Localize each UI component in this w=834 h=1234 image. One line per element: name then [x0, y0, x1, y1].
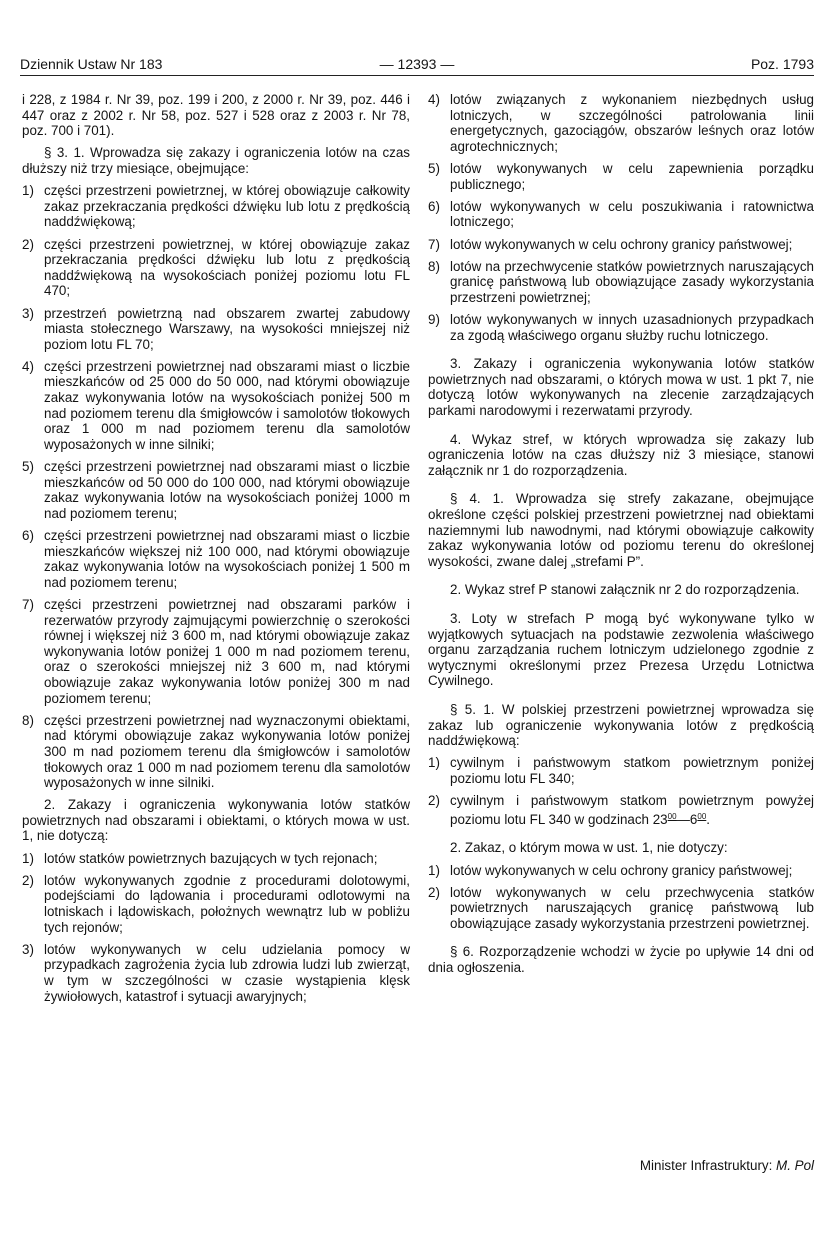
list-item: 2) cywilnym i państwowym statkom powietrznym powyżej poziomu lotu FL 340 w godzinach $23^{00}—6^{00}$.: [428, 793, 814, 827]
list-item: 7) części przestrzeni powietrznej nad obszarami parków i rezerwatów przyrody zajmującymi powierzchnię o szerokości równej i większej niż 3 600 m, nad którymi obowiązuje zakaz wykonywania lotów poniżej 1 000 m nad poziomem terenu, oraz o szerokości mniejszej niż 3 600 m, nad którymi obowiązuje zakaz wykonywania lotów poniżej 300 m nad poziomem terenu;: [22, 596, 410, 706]
list-item: 2) lotów wykonywanych zgodnie z procedurami dolotowymi, podejściami do lądowania i procedurami odlotowymi na lotniskach i lądowiskach, położnych wewnątrz lub w pobliżu tych rejonów;: [22, 872, 410, 935]
section-6: § 6. Rozporządzenie wchodzi w życie po upływie 14 dni od dnia ogłoszenia.: [428, 944, 814, 976]
signature-role: Minister Infrastruktury:: [639, 1158, 777, 1173]
list-item: 1) cywilnym i państwowym statkom powietrznym poniżej poziomu lotu FL 340;: [428, 755, 814, 786]
list-item: 4) części przestrzeni powietrznej nad obszarami miast o liczbie mieszkańców od 25 000 do 50 000, nad którymi obowiązuje zakaz wykonywania lotów na wysokościach poniżej 500 m nad poziomem terenu dla śmigłowców i samolotów tłokowych oraz 1 000 m nad poziomem terenu dla samolotów wyposażonych w inne silniki;: [22, 358, 410, 452]
list-item: 8) lotów na przechwycenie statków powietrznych naruszających granicę państwową lub obowiązujące zasady wykorzystania przestrzeni powietrznej;: [428, 258, 814, 305]
list-item: 5) lotów wykonywanych w celu zapewnienia porządku publicznego;: [428, 160, 814, 192]
header-rule: [20, 75, 814, 76]
section-5-2: 2. Zakaz, o którym mowa w ust. 1, nie dotyczy:: [450, 840, 728, 856]
list-item: 6) części przestrzeni powietrznej nad obszarami miast o liczbie mieszkańców większej niż 100 000, nad którymi obowiązuje zakaz wykonywania lotów na wysokościach poniżej 1 500 m nad poziomem terenu;: [22, 528, 410, 590]
list-item: 8) części przestrzeni powietrznej nad wyznaczonymi obiektami, nad którymi obowiązuje zakaz wykonywania lotów poniżej 300 m nad poziomem terenu dla śmigłowców i samolotów tłokowych oraz 1 000 m nad poziomem terenu dla samolotów wyposażonych w inne silniki.: [22, 712, 410, 791]
signature-name: M. Pol: [776, 1158, 814, 1173]
section-4-2: 2. Wykaz stref P stanowi załącznik nr 2 do rozporządzenia.: [450, 582, 800, 598]
section-3-4: 4. Wykaz stref, w których wprowadza się zakazy lub ograniczenia lotów na czas dłuższy niż 3 miesiące, stanowi załącznik nr 1 do rozporządzenia.: [428, 431, 814, 478]
list-item: 3) przestrzeń powietrzną nad obszarem zwartej zabudowy miasta stołecznego Warszawy, na wysokości mniejszej niż poziom lotu FL 70;: [22, 305, 410, 352]
list-item: 6) lotów wykonywanych w celu poszukiwania i ratownictwa lotniczego;: [428, 198, 814, 230]
journal-title: Dziennik Ustaw Nr 183: [20, 56, 163, 72]
list-item: 4) lotów związanych z wykonaniem niezbędnych usług lotniczych, w szczególności patrolowania linii energetycznych, gazociągów, obszarów leśnych oraz lotów agrotechnicznych;: [428, 92, 814, 154]
paragraph-continuation: i 228, z 1984 r. Nr 39, poz. 199 i 200, z 2000 r. Nr 39, poz. 446 i 447 oraz z 2002 r. Nr 58, poz. 527 i 528 oraz z 2003 r. Nr 78, poz. 700 i 701).: [22, 92, 410, 139]
list-item: 1) lotów wykonywanych w celu ochrony granicy państwowej;: [428, 862, 793, 878]
running-header: [20, 50, 814, 72]
list-item: 5) części przestrzeni powietrznej nad obszarami miast o liczbie mieszkańców od 50 000 do 100 000, nad którymi obowiązuje zakaz wykonywania lotów na wysokościach poniżej 1000 m nad poziomem terenu;: [22, 459, 410, 521]
list-item: 3) lotów wykonywanych w celu udzielania pomocy w przypadkach zagrożenia życia lub zdrowia ludzi lub zwierząt, w tym w szczególności w czasie wystąpienia klęsk żywiołowych, katastrof i sytuacji awaryjnych;: [22, 941, 410, 1004]
right-column: [428, 92, 814, 982]
section-4-1: § 4. 1. Wprowadza się strefy zakazane, obejmujące określone części polskiej przestrzeni powietrznej nad obiektami naziemnymi lub nawodnymi, nad którymi obowiązuje całkowity zakaz wykonywania lotów od poziomu terenu do określonej wysokości, zwane dalej „strefami P”.: [428, 491, 814, 569]
section-3-1: § 3. 1. Wprowadza się zakazy i ograniczenia lotów na czas dłuższy niż trzy miesiące, obejmujące:: [22, 145, 410, 176]
list-item: 1) części przestrzeni powietrznej, w której obowiązuje całkowity zakaz przekraczania prędkości dźwięku lub lotu z prędkością naddźwiękową;: [22, 183, 410, 230]
list-item: 9) lotów wykonywanych w innych uzasadnionych przypadkach za zgodą właściwego organu służby ruchu lotniczego.: [428, 312, 814, 343]
list-item: 2) lotów wykonywanych w celu przechwycenia statków powietrznych naruszających granicę państwową lub obowiązujące zasady wykorzystania przestrzeni powietrznej.: [428, 884, 814, 931]
list-item: 2) części przestrzeni powietrznej, w której obowiązuje zakaz przekraczania prędkości dźwięku lub lotu z prędkością naddźwiękową na wysokościach poniżej poziomu lotu FL 470;: [22, 236, 410, 299]
section-3-2: 2. Zakazy i ograniczenia wykonywania lotów statków powietrznych nad obszarami i obiektami, o których mowa w ust. 1, nie dotyczą:: [22, 797, 410, 844]
list-item: 1) lotów statków powietrznych bazujących w tych rejonach;: [22, 850, 378, 866]
page-number: — 12393 —: [379, 56, 455, 72]
section-5-1: § 5. 1. W polskiej przestrzeni powietrznej wprowadza się zakaz lub ograniczenie wykonywania lotów z prędkością naddźwiękową:: [428, 701, 814, 749]
position-number: Poz. 1793: [750, 56, 814, 72]
signature: [640, 1158, 814, 1173]
section-4-3: 3. Loty w strefach P mogą być wykonywane tylko w wyjątkowych sytuacjach na podstawie zezwolenia właściwego organu zarządzania ruchem lotniczym udzielonego zgodnie z wytycznymi określonymi przez Prezesa Urzędu Lotnictwa Cywilnego.: [428, 611, 814, 689]
section-3-3: 3. Zakazy i ograniczenia wykonywania lotów statków powietrznych nad obszarami, o których mowa w ust. 1 pkt 7, nie dotyczą lotów wykonywanych na zlecenie zarządzających parkami narodowymi i rezerwatami przyrody.: [428, 356, 814, 419]
left-column: [22, 92, 410, 1011]
list-item: 7) lotów wykonywanych w celu ochrony granicy państwowej;: [428, 236, 793, 252]
